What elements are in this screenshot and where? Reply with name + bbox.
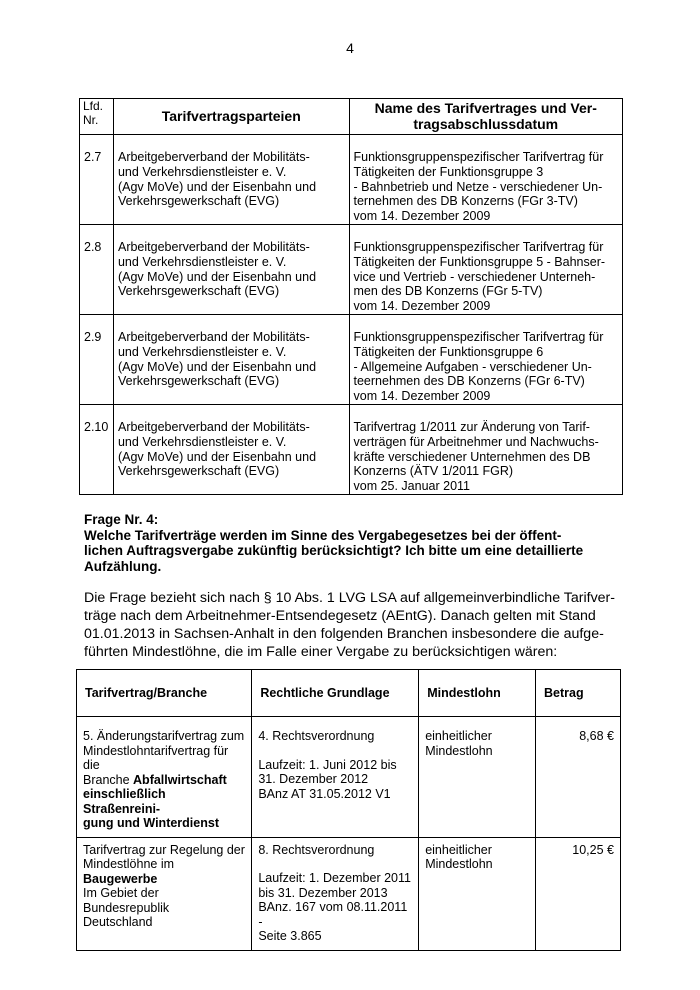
row-betrag: 8,68 € (536, 717, 621, 838)
row-parteien: Arbeitgeberverband der Mobilitäts- und Verkehrsdienstleister e. V. (Agv MoVe) und der Eisenbahn und Verkehrsgewerkschaft (EVG) (113, 135, 349, 225)
table-row (80, 135, 623, 225)
row-grundlage: 4. Rechtsverordnung Laufzeit: 1. Juni 2012 bis 31. Dezember 2012 BAnz AT 31.05.2012 V1 (252, 717, 419, 838)
row-branche: 5. Änderungstarifvertrag zum Mindestlohntarifvertrag für die Branche Abfallwirtschaft einschließlich Straßenreini- gung und Winterdienst (77, 717, 252, 838)
answer-line: träge nach dem Arbeitnehmer-Entsendegesetz (AEntG). Danach gelten mit Stand (84, 608, 596, 624)
header-name-tarifvertrag: Name des Tarifvertrages und Ver- tragsabschlussdatum (349, 99, 623, 135)
header-branche: Tarifvertrag/Branche (77, 670, 252, 717)
answer-line: 01.01.2013 in Sachsen-Anhalt in den folgenden Branchen insbesondere die aufge- (84, 626, 604, 642)
answer-line: Die Frage bezieht sich nach § 10 Abs. 1 LVG LSA auf allgemeinverbindliche Tarifver- (84, 590, 616, 606)
header-betrag: Betrag (536, 670, 621, 717)
mindestlohn-table (76, 669, 621, 951)
row-vertragsname: Funktionsgruppenspezifischer Tarifvertrag für Tätigkeiten der Funktionsgruppe 3 - Bahnbetrieb und Netze - verschiedener Un- ternehmen des DB Konzerns (FGr 3-TV) vom 14. Dezember 2009 (349, 135, 623, 225)
row-betrag: 10,25 € (536, 837, 621, 950)
table-row (80, 314, 623, 404)
header-lfd-nr: Lfd. Nr. (80, 99, 114, 135)
row-parteien: Arbeitgeberverband der Mobilitäts- und Verkehrsdienstleister e. V. (Agv MoVe) und der Eisenbahn und Verkehrsgewerkschaft (EVG) (113, 404, 349, 494)
row-number: 2.10 (80, 404, 114, 494)
row-mindestlohn: einheitlicher Mindestlohn (419, 837, 536, 950)
question-text-line: Aufzählung. (84, 558, 162, 574)
question-title: Frage Nr. 4: (84, 512, 159, 527)
row-number: 2.8 (80, 224, 114, 314)
page-number: 4 (346, 40, 354, 56)
header-mindestlohn: Mindestlohn (419, 670, 536, 717)
table-row (80, 224, 623, 314)
row-number: 2.7 (80, 135, 114, 225)
tarifvertraege-table (79, 98, 623, 495)
row-vertragsname: Tarifvertrag 1/2011 zur Änderung von Tarif- verträgen für Arbeitnehmer und Nachwuchs- kräfte verschiedener Unternehmen des DB Konzerns (ÄTV 1/2011 FGR) vom 25. Januar 2011 (349, 404, 623, 494)
question-heading (84, 512, 618, 574)
answer-line: führten Mindestlöhne, die im Falle einer Vergabe zu berücksichtigen wären: (84, 644, 558, 660)
row-vertragsname: Funktionsgruppenspezifischer Tarifvertrag für Tätigkeiten der Funktionsgruppe 6 - Allgemeine Aufgaben - verschiedener Un- teernehmen des DB Konzerns (FGr 6-TV) vom 14. Dezember 2009 (349, 314, 623, 404)
row-mindestlohn: einheitlicher Mindestlohn (419, 717, 536, 838)
table-header-row (77, 670, 621, 717)
table-row (80, 404, 623, 494)
row-parteien: Arbeitgeberverband der Mobilitäts- und Verkehrsdienstleister e. V. (Agv MoVe) und der Eisenbahn und Verkehrsgewerkschaft (EVG) (113, 314, 349, 404)
table-row (77, 837, 621, 950)
row-grundlage: 8. Rechtsverordnung Laufzeit: 1. Dezember 2011 bis 31. Dezember 2013 BAnz. 167 vom 08.11.2011 - Seite 3.865 (252, 837, 419, 950)
row-parteien: Arbeitgeberverband der Mobilitäts- und Verkehrsdienstleister e. V. (Agv MoVe) und der Eisenbahn und Verkehrsgewerkschaft (EVG) (113, 224, 349, 314)
question-text-line: Welche Tarifverträge werden im Sinne des Vergabegesetzes bei der öffent- (84, 527, 562, 543)
table-row (77, 717, 621, 838)
table-header-row (80, 99, 623, 135)
answer-paragraph (84, 589, 618, 661)
row-number: 2.9 (80, 314, 114, 404)
row-vertragsname: Funktionsgruppenspezifischer Tarifvertrag für Tätigkeiten der Funktionsgruppe 5 - Bahnser- vice und Vertrieb - verschiedener Unterneh- men des DB Konzerns (FGr 5-TV) vom 14. Dezember 2009 (349, 224, 623, 314)
question-text-line: lichen Auftragsvergabe zukünftig berücksichtigt? Ich bitte um eine detaillierte (84, 543, 584, 558)
header-grundlage: Rechtliche Grundlage (252, 670, 419, 717)
row-branche: Tarifvertrag zur Regelung der Mindestlöhne im Baugewerbe Im Gebiet der Bundesrepublik Deutschland (77, 837, 252, 950)
header-tarifvertragsparteien: Tarifvertragsparteien (113, 99, 349, 135)
